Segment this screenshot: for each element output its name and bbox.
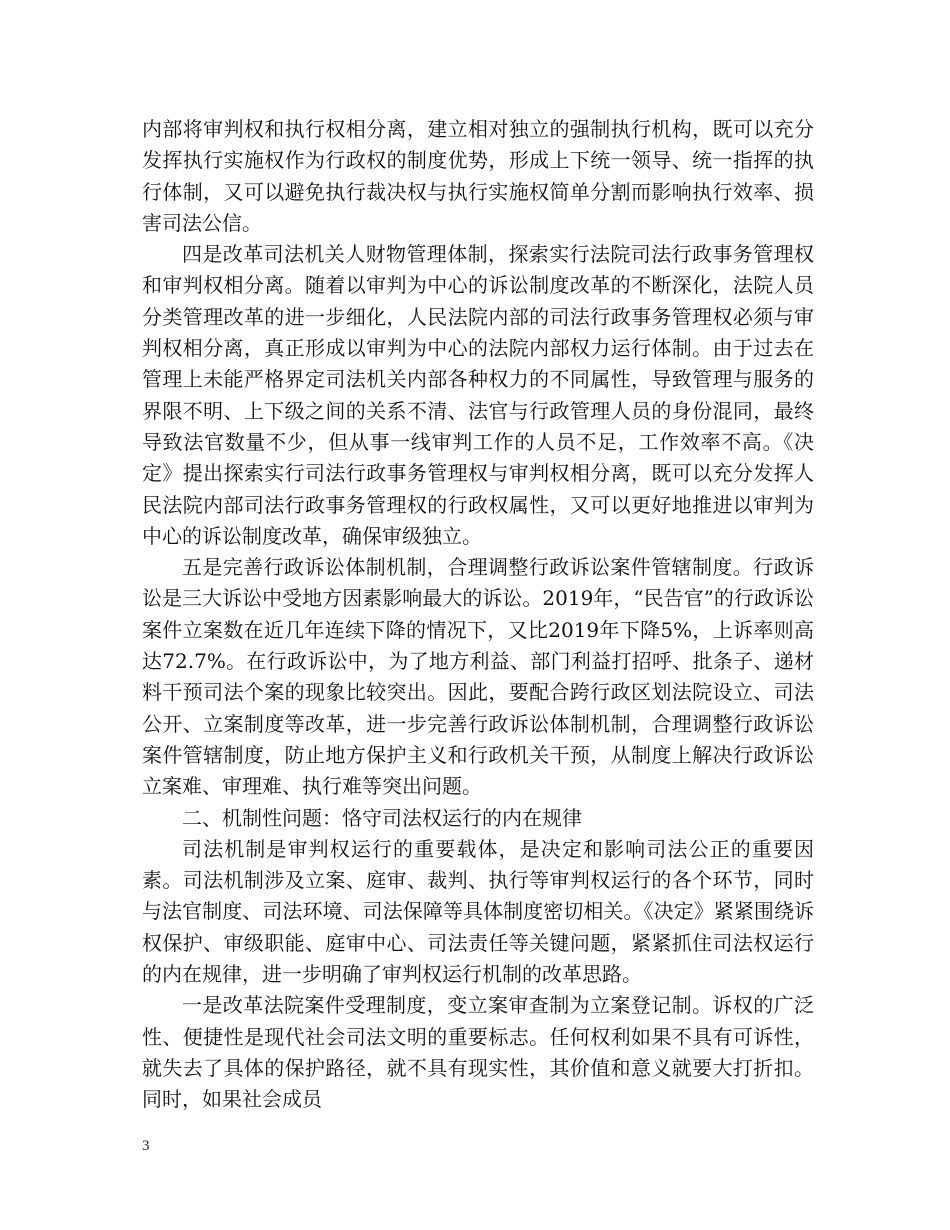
- paragraph-3: 五是完善行政诉讼体制机制，合理调整行政诉讼案件管辖制度。行政诉讼是三大诉讼中受地方因素影响最大的诉讼。2019年，“民告官”的行政诉讼案件立案数在近几年连续下降的情况下，又比2019年下降5%，上诉率则高达72.7%。在行政诉讼中，为了地方利益、部门利益打招呼、批条子、递材料干预司法个案的现象比较突出。因此，要配合跨行政区划法院设立、司法公开、立案制度等改革，进一步完善行政诉讼体制机制，合理调整行政诉讼案件管辖制度，防止地方保护主义和行政机关干预，从制度上解决行政诉讼立案难、审理难、执行难等突出问题。: [142, 555, 814, 799]
- paragraph-1: 内部将审判权和执行权相分离，建立相对独立的强制执行机构，既可以充分发挥执行实施权作为行政权的制度优势，形成上下统一领导、统一指挥的执行体制，又可以避免执行裁决权与执行实施权简单分割而影响执行效率、损害司法公信。: [142, 117, 814, 235]
- page-number: 3: [142, 1138, 150, 1154]
- paragraph-2: 四是改革司法机关人财物管理体制，探索实行法院司法行政事务管理权和审判权相分离。随着以审判为中心的诉讼制度改革的不断深化，法院人员分类管理改革的进一步细化，人民法院内部的司法行政事务管理权必须与审判权相分离，真正形成以审判为中心的法院内部权力运行体制。由于过去在管理上未能严格界定司法机关内部各种权力的不同属性，导致管理与服务的界限不明、上下级之间的关系不清、法官与行政管理人员的身份混同，最终导致法官数量不少，但从事一线审判工作的人员不足，工作效率不高。《决定》提出探索实行司法行政事务管理权与审判权相分离，既可以充分发挥人民法院内部司法行政事务管理权的行政权属性，又可以更好地推进以审判为中心的诉讼制度改革，确保审级独立。: [142, 242, 814, 548]
- document-body: [142, 114, 814, 1116]
- paragraph-4: 司法机制是审判权运行的重要载体，是决定和影响司法公正的重要因素。司法机制涉及立案、庭审、裁判、执行等审判权运行的各个环节，同时与法官制度、司法环境、司法保障等具体制度密切相关。《决定》紧紧围绕诉权保护、审级职能、庭审中心、司法责任等关键问题，紧紧抓住司法权运行的内在规律，进一步明确了审判权运行机制的改革思路。: [142, 836, 814, 987]
- section-heading: 二、机制性问题：恪守司法权运行的内在规律: [182, 805, 582, 830]
- paragraph-5: 一是改革法院案件受理制度，变立案审查制为立案登记制。诉权的广泛性、便捷性是现代社会司法文明的重要标志。任何权利如果不具有可诉性，就失去了具体的保护路径，就不具有现实性，其价值和意义就要大打折扣。同时，如果社会成员: [142, 993, 814, 1112]
